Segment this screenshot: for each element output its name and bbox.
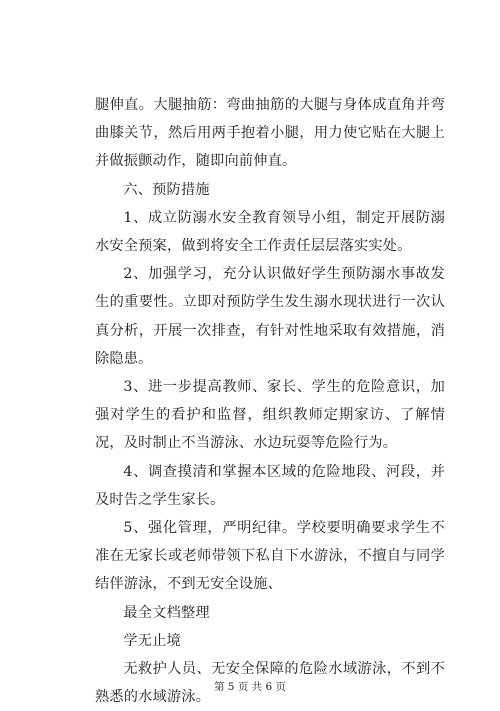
paragraph-measure-1: 1、成立防溺水安全教育领导小组，制定开展防溺水安全预案，做到将安全工作责任层层落实实处。 — [95, 209, 445, 255]
watermark-line-1: 最全文档整理 — [123, 604, 210, 621]
document-body — [95, 91, 445, 711]
page-number-footer: 第 5 页 共 6 页 — [213, 681, 287, 693]
heading-prevention-measures: 六、预防措施 — [123, 181, 210, 198]
paragraph-measure-5: 5、强化管理，严明纪律。学校要明确要求学生不准在无家长或老师带领下私自下水游泳，不擅自与同学结伴游泳，不到无安全设施、 — [95, 520, 445, 593]
paragraph-continuation: 无救护人员、无安全保障的危险水域游泳，不到不熟悉的水域游泳。 — [95, 661, 445, 706]
paragraph-measure-3: 3、进一步提高教师、家长、学生的危险意识，加强对学生的看护和监督，组织教师定期家访、了解情况，及时制止不当游泳、水边玩耍等危险行为。 — [95, 379, 445, 452]
watermark-line-2: 学无止境 — [123, 632, 181, 649]
paragraph-measure-2: 2、加强学习，充分认识做好学生预防溺水事故发生的重要性。立即对预防学生发生溺水现状进行一次认真分析，开展一次排查，有针对性地采取有效措施，消除隐患。 — [95, 266, 445, 367]
paragraph-leg-cramp: 腿伸直。大腿抽筋：弯曲抽筋的大腿与身体成直角并弯曲膝关节，然后用两手抱着小腿，用力使它贴在大腿上并做振颤动作，随即向前伸直。 — [95, 97, 445, 170]
paragraph-measure-4: 4、调查摸清和掌握本区域的危险地段、河段，并及时告之学生家长。 — [95, 463, 445, 508]
